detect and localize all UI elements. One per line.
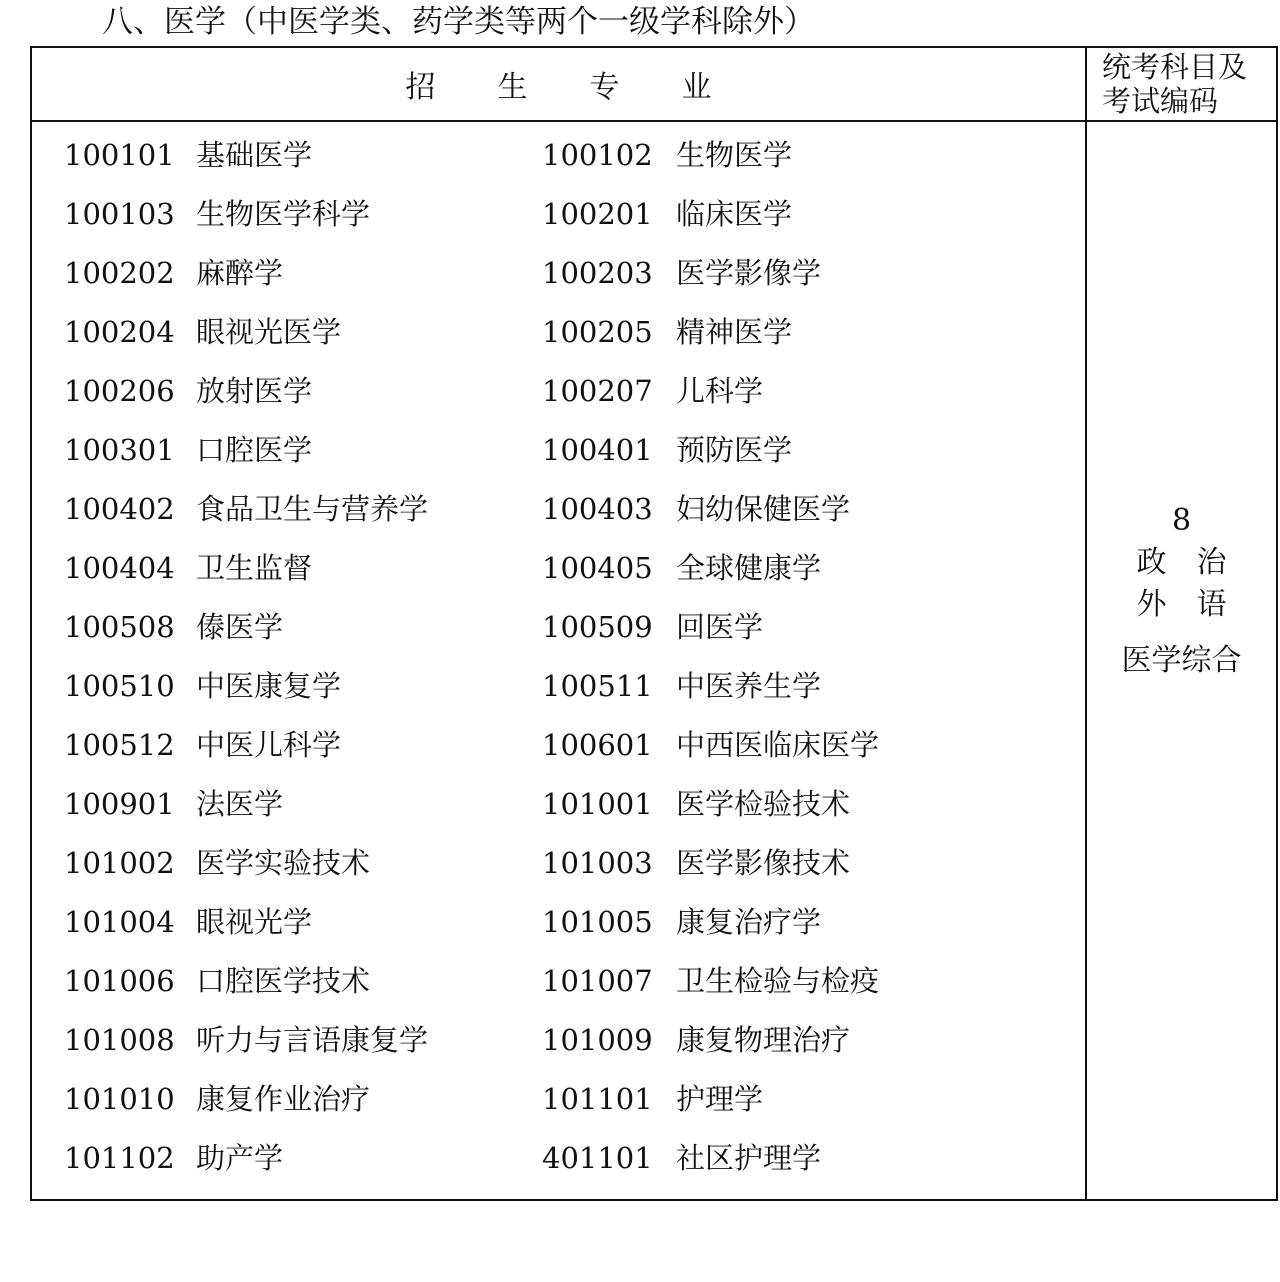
major-code: 100206 (64, 374, 175, 408)
major-name: 口腔医学 (196, 433, 313, 467)
major-code: 101001 (542, 787, 653, 821)
section-title: 八、医学（中医学类、药学类等两个一级学科除外） (102, 4, 815, 40)
major-name: 医学检验技术 (676, 787, 851, 821)
major-name: 临床医学 (676, 197, 793, 231)
major-name: 中医康复学 (196, 669, 342, 703)
major-code: 100203 (542, 256, 653, 290)
major-code: 101102 (64, 1141, 175, 1175)
majors-list (32, 122, 1085, 1188)
major-name: 卫生检验与检疫 (676, 964, 880, 998)
major-name: 中医养生学 (676, 669, 822, 703)
major-name: 放射医学 (196, 374, 313, 408)
major-name: 康复物理治疗 (676, 1023, 851, 1057)
major-code: 100102 (542, 138, 653, 172)
table-row (32, 893, 1085, 952)
major-name: 护理学 (676, 1082, 764, 1116)
major-code: 101010 (64, 1082, 175, 1116)
table-row (32, 834, 1085, 893)
table-row (32, 1070, 1085, 1129)
table-row (32, 539, 1085, 598)
major-name: 全球健康学 (676, 551, 822, 585)
major-name: 眼视光医学 (196, 315, 342, 349)
major-code: 100512 (64, 728, 175, 762)
table-row (32, 126, 1085, 185)
major-name: 傣医学 (196, 610, 284, 644)
major-code: 100207 (542, 374, 653, 408)
major-name: 社区护理学 (676, 1141, 822, 1175)
major-code: 100101 (64, 138, 175, 172)
table-row (32, 716, 1085, 775)
major-name: 医学实验技术 (196, 846, 371, 880)
exam-code: 8 (1171, 503, 1192, 538)
major-code: 100401 (542, 433, 653, 467)
major-name: 康复治疗学 (676, 905, 822, 939)
major-code: 100508 (64, 610, 175, 644)
major-code: 101009 (542, 1023, 653, 1057)
exam-subjects-block (1087, 500, 1276, 690)
major-code: 100402 (64, 492, 175, 526)
major-code: 100901 (64, 787, 175, 821)
header-exam-line2: 考试编码 (1102, 84, 1219, 118)
major-name: 眼视光学 (196, 905, 313, 939)
major-name: 生物医学科学 (196, 197, 371, 231)
major-name: 听力与言语康复学 (196, 1023, 429, 1057)
major-name: 康复作业治疗 (196, 1082, 371, 1116)
table-row (32, 244, 1085, 303)
major-name: 预防医学 (676, 433, 793, 467)
table-row (32, 1129, 1085, 1188)
table-row (32, 303, 1085, 362)
major-code: 100509 (542, 610, 653, 644)
table-row (32, 598, 1085, 657)
major-name: 精神医学 (676, 315, 793, 349)
major-code: 100510 (64, 669, 175, 703)
major-code: 401101 (542, 1141, 653, 1175)
major-code: 100403 (542, 492, 653, 526)
major-code: 100103 (64, 197, 175, 231)
major-name: 生物医学 (676, 138, 793, 172)
major-name: 口腔医学技术 (196, 964, 371, 998)
exam-subject-foreign-language: 外语 (1136, 587, 1257, 622)
major-code: 100405 (542, 551, 653, 585)
majors-table (30, 46, 1278, 1201)
major-code: 100202 (64, 256, 175, 290)
table-row (32, 362, 1085, 421)
major-name: 法医学 (196, 787, 284, 821)
major-code: 100511 (542, 669, 653, 703)
table-row (32, 1011, 1085, 1070)
major-code: 101008 (64, 1023, 175, 1057)
major-code: 100601 (542, 728, 653, 762)
major-name: 妇幼保健医学 (676, 492, 851, 526)
major-code: 101006 (64, 964, 175, 998)
major-code: 100204 (64, 315, 175, 349)
table-row (32, 952, 1085, 1011)
major-name: 麻醉学 (196, 256, 284, 290)
major-name: 助产学 (196, 1141, 284, 1175)
major-name: 卫生监督 (196, 551, 313, 585)
table-row (32, 657, 1085, 716)
exam-subject-medical-comprehensive: 医学综合 (1121, 643, 1242, 678)
major-name: 回医学 (676, 610, 764, 644)
major-name: 儿科学 (676, 374, 764, 408)
major-code: 101007 (542, 964, 653, 998)
table-row (32, 185, 1085, 244)
major-code: 101005 (542, 905, 653, 939)
major-name: 医学影像学 (676, 256, 822, 290)
major-code: 100205 (542, 315, 653, 349)
exam-subjects-cell (1087, 122, 1276, 1199)
table-row (32, 480, 1085, 539)
exam-subject-politics: 政治 (1136, 545, 1257, 580)
header-exam-subjects (1087, 50, 1276, 120)
major-code: 101002 (64, 846, 175, 880)
major-name: 中西医临床医学 (676, 728, 880, 762)
major-name: 食品卫生与营养学 (196, 492, 429, 526)
header-exam-line1: 统考科目及 (1102, 50, 1248, 84)
major-code: 100201 (542, 197, 653, 231)
header-majors: 招生专业 (405, 70, 774, 105)
table-row (32, 775, 1085, 834)
major-code: 101003 (542, 846, 653, 880)
major-code: 100301 (64, 433, 175, 467)
major-name: 医学影像技术 (676, 846, 851, 880)
major-code: 101004 (64, 905, 175, 939)
major-code: 101101 (542, 1082, 653, 1116)
major-code: 100404 (64, 551, 175, 585)
major-name: 中医儿科学 (196, 728, 342, 762)
table-row (32, 421, 1085, 480)
major-name: 基础医学 (196, 138, 313, 172)
